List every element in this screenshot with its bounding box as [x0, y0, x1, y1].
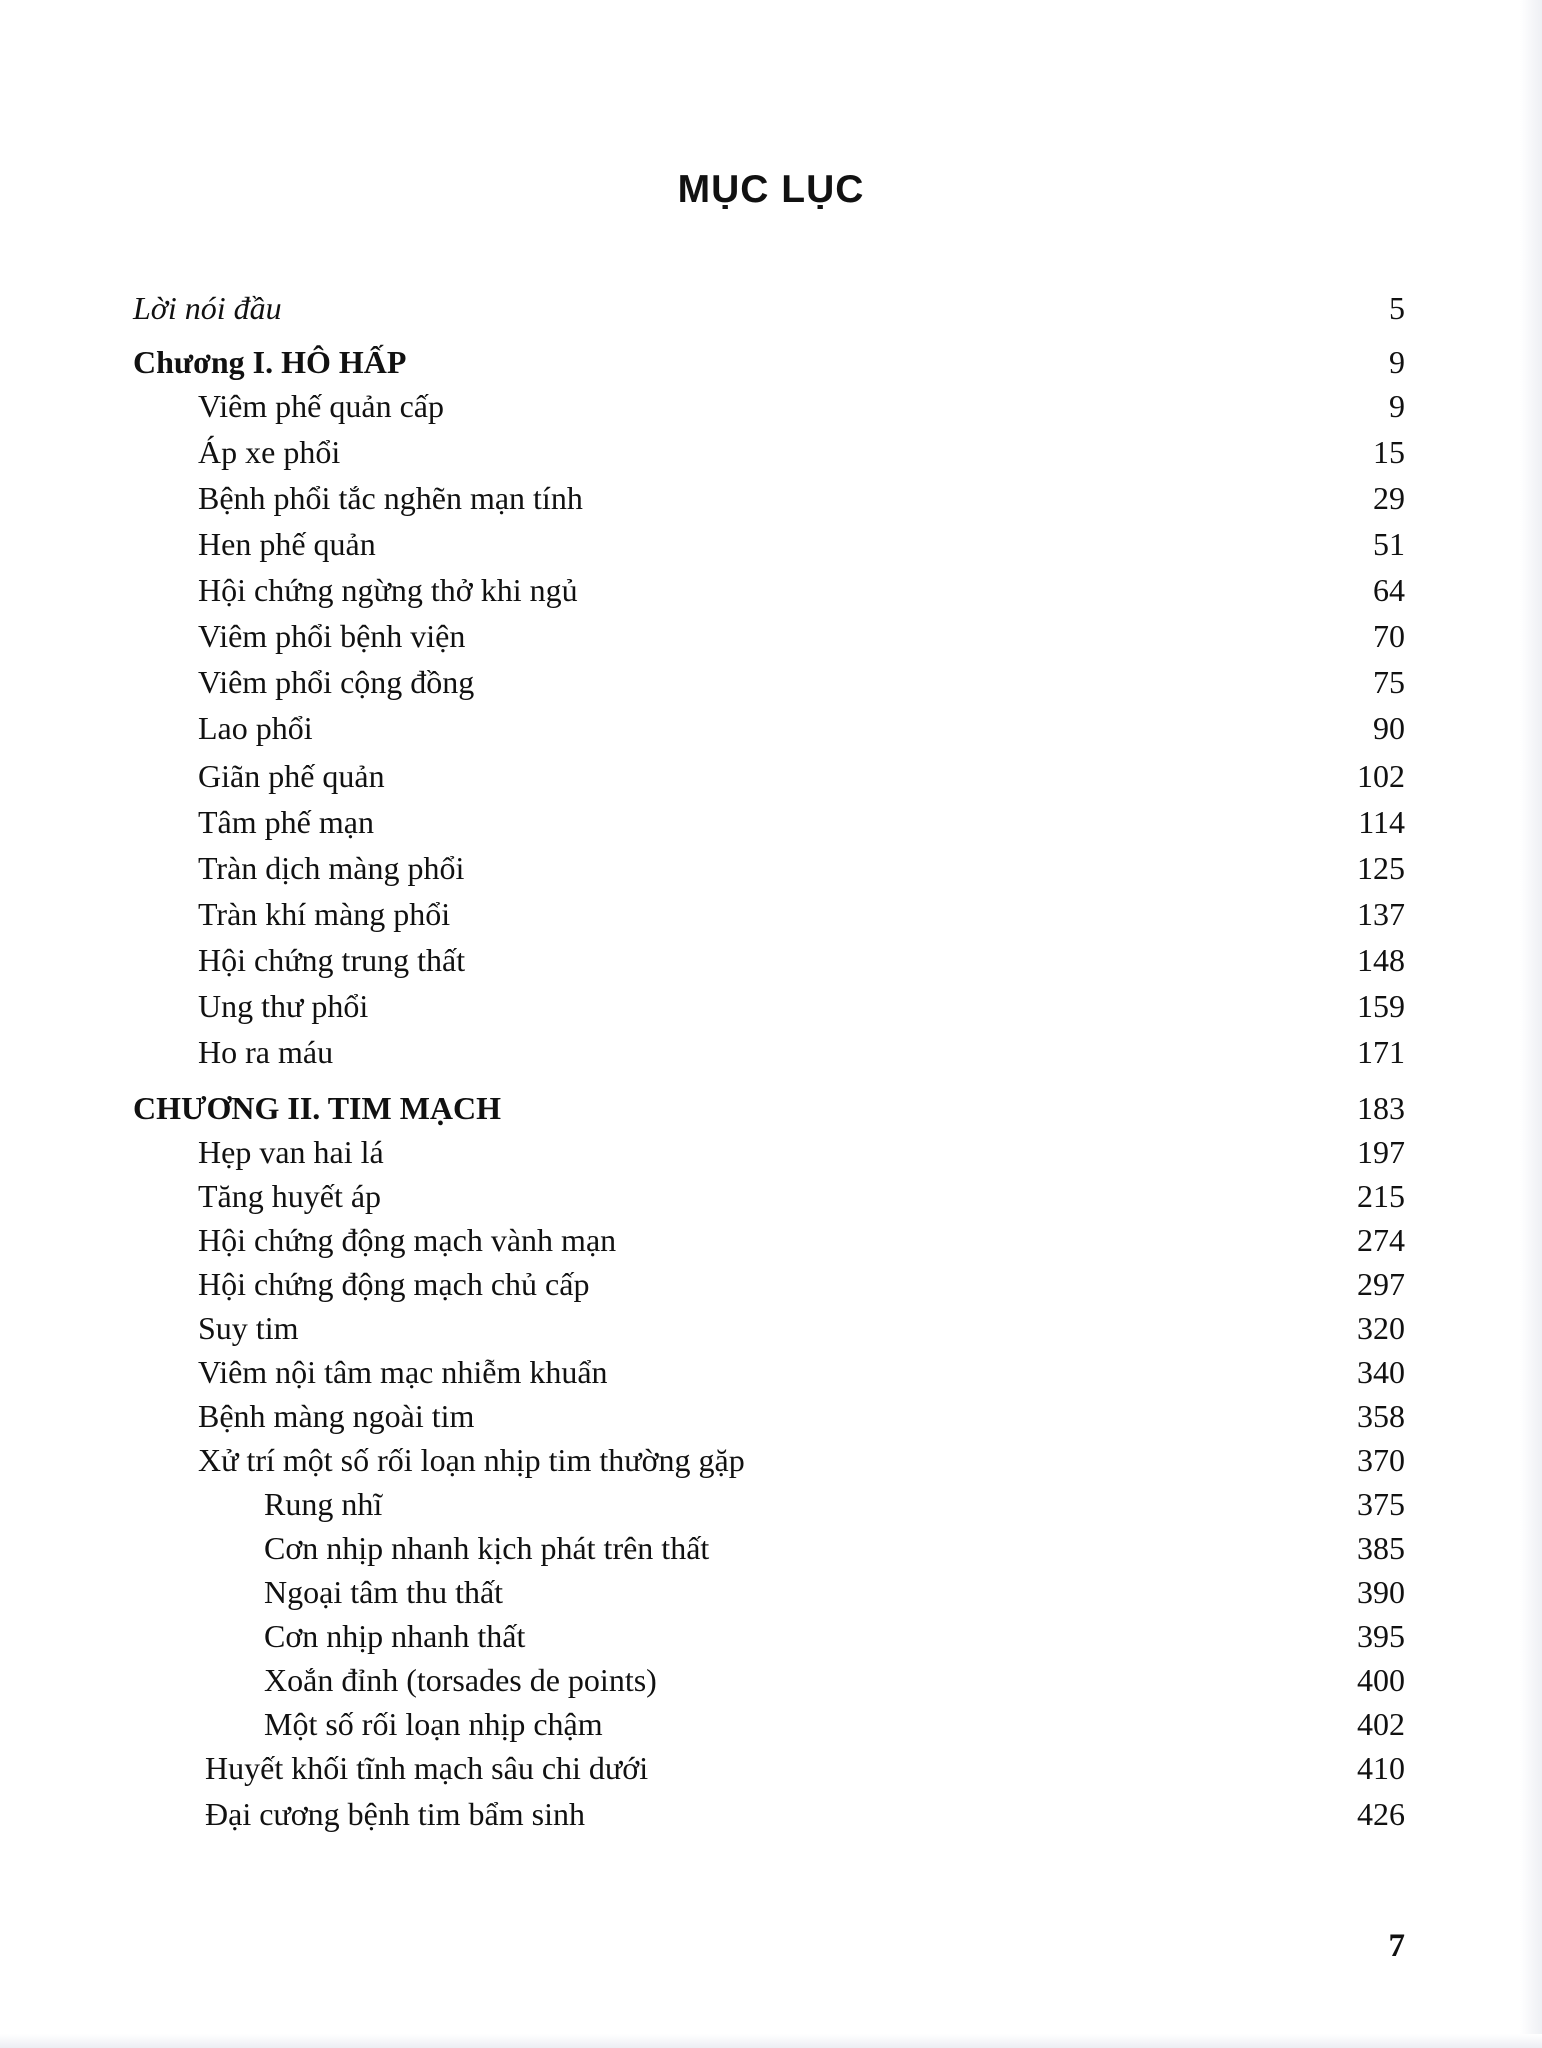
toc-entry-page: 114 [1358, 804, 1405, 840]
toc-entry-page: 148 [1357, 942, 1405, 978]
toc-entry [0, 988, 1542, 1032]
toc-entry-label: Lời nói đầu [133, 290, 282, 326]
toc-entry [0, 1398, 1542, 1442]
toc-entry [0, 1266, 1542, 1310]
toc-entry-label: Một số rối loạn nhịp chậm [264, 1706, 603, 1742]
toc-entry [0, 1530, 1542, 1574]
toc-entry-label: Hen phế quản [198, 526, 376, 562]
page-title: MỤC LỤC [677, 168, 865, 211]
toc-entry-page: 125 [1357, 850, 1405, 886]
toc-entry [0, 804, 1542, 848]
toc-entry-page: 137 [1357, 896, 1405, 932]
toc-entry-label: CHƯƠNG II. TIM MẠCH [133, 1090, 501, 1126]
toc-entry-label: Viêm nội tâm mạc nhiễm khuẩn [198, 1354, 608, 1390]
toc-entry [0, 290, 1542, 334]
toc-entry-page: 274 [1357, 1222, 1405, 1258]
toc-entry-label: Cơn nhịp nhanh thất [264, 1618, 526, 1654]
toc-entry [0, 896, 1542, 940]
toc-entry-label: Ho ra máu [198, 1034, 334, 1070]
toc-entry [0, 1354, 1542, 1398]
toc-entry-page: 5 [1389, 290, 1405, 326]
toc-entry-label: Hội chứng động mạch vành mạn [198, 1222, 617, 1258]
toc-entry [0, 526, 1542, 570]
toc-entry-page: 183 [1357, 1090, 1405, 1126]
toc-entry-label: Rung nhĩ [264, 1486, 383, 1522]
toc-entry-page: 320 [1357, 1310, 1405, 1346]
toc-entry-page: 197 [1357, 1134, 1405, 1170]
toc-entry [0, 1442, 1542, 1486]
toc-entry [0, 1034, 1542, 1078]
toc-entry [0, 1090, 1542, 1134]
toc-entry [0, 1134, 1542, 1178]
toc-entry [0, 1750, 1542, 1794]
toc-entry-label: Viêm phổi bệnh viện [198, 618, 466, 654]
toc-entry [0, 850, 1542, 894]
toc-entry-page: 370 [1357, 1442, 1405, 1478]
toc-entry [0, 710, 1542, 754]
toc-entry [0, 480, 1542, 524]
toc-entry [0, 942, 1542, 986]
toc-entry-label: Viêm phổi cộng đồng [198, 664, 475, 700]
toc-entry [0, 758, 1542, 802]
toc-entry-label: Ngoại tâm thu thất [264, 1574, 504, 1610]
toc-entry-label: Ung thư phổi [198, 988, 369, 1024]
toc-entry-page: 395 [1357, 1618, 1405, 1654]
toc-entry-page: 426 [1357, 1796, 1405, 1832]
toc-entry-page: 297 [1357, 1266, 1405, 1302]
toc-entry [0, 1796, 1542, 1840]
toc-entry-page: 15 [1373, 434, 1405, 470]
toc-entry-page: 402 [1357, 1706, 1405, 1742]
toc-entry-label: Tràn khí màng phổi [198, 896, 451, 932]
toc-entry-label: Hẹp van hai lá [198, 1134, 384, 1170]
toc-entry-label: Áp xe phổi [198, 434, 341, 470]
toc-entry-page: 215 [1357, 1178, 1405, 1214]
toc-entry-label: Tâm phế mạn [198, 804, 374, 840]
page-number: 7 [1388, 1928, 1405, 1964]
toc-entry-label: Hội chứng trung thất [198, 942, 466, 978]
toc-entry-page: 375 [1357, 1486, 1405, 1522]
toc-entry [0, 1310, 1542, 1354]
toc-entry [0, 1178, 1542, 1222]
toc-entry-page: 64 [1373, 572, 1405, 608]
toc-entry-label: Đại cương bệnh tim bẩm sinh [205, 1796, 585, 1832]
toc-entry [0, 618, 1542, 662]
toc-entry [0, 388, 1542, 432]
toc-entry-page: 171 [1357, 1034, 1405, 1070]
toc-entry [0, 1706, 1542, 1750]
toc-entry-label: Giãn phế quản [198, 758, 385, 794]
toc-entry-label: Cơn nhịp nhanh kịch phát trên thất [264, 1530, 710, 1566]
toc-entry-page: 90 [1373, 710, 1405, 746]
toc-entry [0, 572, 1542, 616]
toc-entry-page: 159 [1357, 988, 1405, 1024]
toc-entry-page: 51 [1373, 526, 1405, 562]
toc-entry-page: 102 [1357, 758, 1405, 794]
toc-entry-label: Tăng huyết áp [198, 1178, 382, 1214]
toc-entry [0, 664, 1542, 708]
toc-entry [0, 1618, 1542, 1662]
toc-entry-page: 400 [1357, 1662, 1405, 1698]
toc-entry-label: Hội chứng động mạch chủ cấp [198, 1266, 590, 1302]
toc-entry-page: 70 [1373, 618, 1405, 654]
toc-entry-page: 358 [1357, 1398, 1405, 1434]
toc-entry [0, 1486, 1542, 1530]
toc-entry-label: Suy tim [198, 1310, 299, 1346]
toc-entry-label: Xoắn đỉnh (torsades de points) [264, 1662, 657, 1698]
toc-entry-page: 390 [1357, 1574, 1405, 1610]
toc-entry-label: Viêm phế quản cấp [198, 388, 444, 424]
toc-entry-label: Bệnh phổi tắc nghẽn mạn tính [198, 480, 583, 516]
toc-entry-page: 9 [1389, 344, 1405, 380]
toc-entry-label: Chương I. HÔ HẤP [133, 344, 407, 380]
toc-entry [0, 434, 1542, 478]
toc-entry-label: Lao phổi [198, 710, 313, 746]
toc-entry-label: Xử trí một số rối loạn nhịp tim thường gặp [198, 1442, 745, 1478]
toc-entry-page: 340 [1357, 1354, 1405, 1390]
toc-entry [0, 1662, 1542, 1706]
toc-entry-label: Hội chứng ngừng thở khi ngủ [198, 572, 578, 608]
toc-entry [0, 344, 1542, 388]
toc-entry-label: Tràn dịch màng phổi [198, 850, 465, 886]
toc-entry-page: 385 [1357, 1530, 1405, 1566]
toc-entry [0, 1222, 1542, 1266]
toc-entry-page: 75 [1373, 664, 1405, 700]
toc-entry-label: Huyết khối tĩnh mạch sâu chi dưới [205, 1750, 649, 1786]
toc-entry-page: 29 [1373, 480, 1405, 516]
toc-entry-label: Bệnh màng ngoài tim [198, 1398, 475, 1434]
toc-entry-page: 9 [1389, 388, 1405, 424]
toc-entry [0, 1574, 1542, 1618]
toc-entry-page: 410 [1357, 1750, 1405, 1786]
